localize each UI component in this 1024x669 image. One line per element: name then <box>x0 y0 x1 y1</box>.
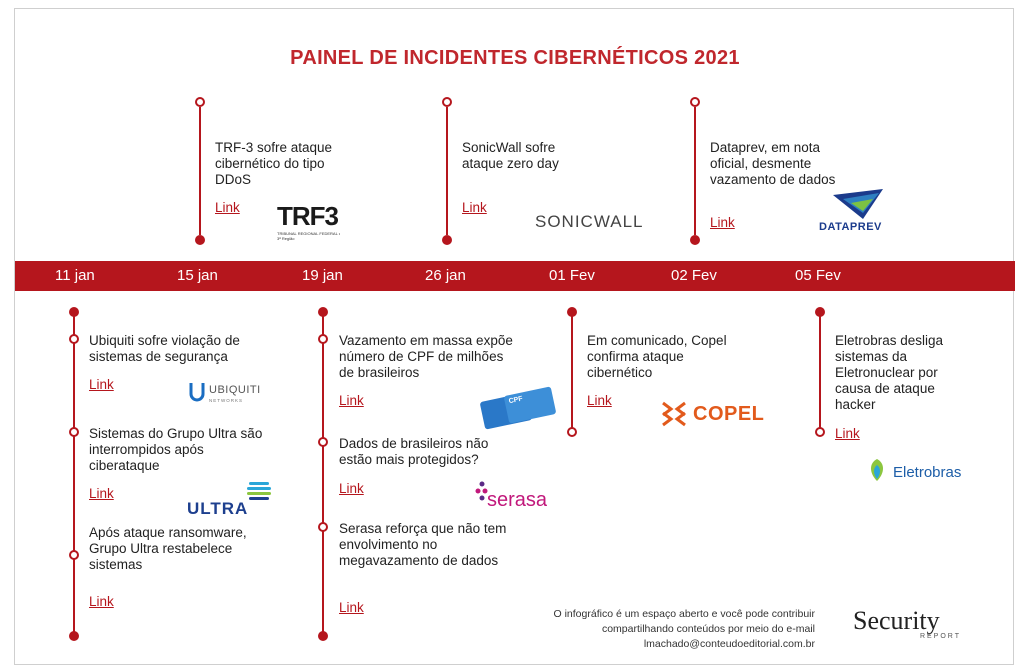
event-connector-line <box>694 107 696 235</box>
event-link[interactable]: Link <box>215 200 240 215</box>
footer-line: compartilhando conteúdos por meio do e-mail <box>601 623 815 635</box>
event-text: Em comunicado, Copel confirma ataque cibernético <box>587 333 727 380</box>
event-end-dot <box>442 235 452 245</box>
event-connector-line <box>571 315 573 435</box>
event-dot <box>318 522 328 532</box>
event-connector-line <box>819 315 821 429</box>
ultra-globe-icon <box>247 479 273 505</box>
event-text: TRF-3 sofre ataque cibernético do tipo DDoS <box>215 140 333 187</box>
event-link[interactable]: Link <box>339 600 364 615</box>
event-end-dot <box>690 235 700 245</box>
event-top-start-dot <box>442 97 452 107</box>
event-text: Serasa reforça que não tem envolvimento no megavazamento de dados <box>339 521 507 568</box>
event-link[interactable]: Link <box>339 481 364 496</box>
security-report-logo: Security REPORT <box>853 606 961 640</box>
serasa-logo: serasa <box>475 481 565 515</box>
dataprev-mark-icon <box>833 189 883 221</box>
event-dot <box>69 334 79 344</box>
event-text: Dados de brasileiros não estão mais protegidos? <box>339 436 489 467</box>
dataprev-logo: DATAPREV <box>815 189 905 235</box>
event-text: SonicWall sofre ataque zero day <box>462 140 559 171</box>
ultra-logo: ULTRA <box>187 479 277 519</box>
event-dot <box>318 334 328 344</box>
eletrobras-leaf-icon <box>865 457 889 483</box>
event-end-dot <box>195 235 205 245</box>
timeline-date: 02 Fev <box>671 267 717 284</box>
event-top-start-dot <box>690 97 700 107</box>
event-text: Dataprev, em nota oficial, desmente vazamento de dados <box>710 140 836 187</box>
event-link[interactable]: Link <box>89 377 114 392</box>
timeline-date: 05 Fev <box>795 267 841 284</box>
timeline-date: 19 jan <box>302 267 343 284</box>
event-dot <box>69 550 79 560</box>
event-dot <box>69 427 79 437</box>
ubiquiti-mark-icon <box>189 381 205 403</box>
event-text: Ubiquiti sofre violação de sistemas de segurança <box>89 333 240 364</box>
event-link[interactable]: Link <box>89 594 114 609</box>
event-connector-line <box>73 315 75 635</box>
event-text: Sistemas do Grupo Ultra são interrompidos após ciberataque <box>89 426 263 473</box>
footer-email[interactable]: lmachado@conteudoeditorial.com.br <box>643 638 815 650</box>
event-dot <box>318 437 328 447</box>
timeline-date: 01 Fev <box>549 267 595 284</box>
footer-note <box>485 607 815 652</box>
timeline-date: 15 jan <box>177 267 218 284</box>
timeline-band <box>15 261 1015 291</box>
timeline-date: 11 jan <box>55 267 95 284</box>
event-connector-line <box>446 107 448 235</box>
eletrobras-logo: Eletrobras <box>865 457 975 487</box>
event-connector-line <box>199 107 201 235</box>
sonicwall-logo: SONICWALL <box>535 212 644 231</box>
event-link[interactable]: Link <box>835 426 860 441</box>
page-title: PAINEL DE INCIDENTES CIBERNÉTICOS 2021 <box>290 47 740 69</box>
infographic-frame <box>14 8 1014 665</box>
event-text: Após ataque ransomware, Grupo Ultra restabelece sistemas <box>89 525 247 572</box>
event-end-dot <box>69 631 79 641</box>
cpf-cards-image <box>480 387 560 427</box>
timeline-date: 26 jan <box>425 267 466 284</box>
event-link[interactable]: Link <box>587 393 612 408</box>
copel-logo: COPEL <box>661 401 771 429</box>
event-text: Vazamento em massa expõe número de CPF de milhões de brasileiros <box>339 333 513 380</box>
event-connector-line <box>322 315 324 635</box>
trf3-logo: TRF3 TRIBUNAL REGIONAL FEDERAL • 3ª Região <box>277 201 341 241</box>
event-dot <box>567 427 577 437</box>
event-end-dot <box>318 631 328 641</box>
footer-line: O infográfico é um espaço aberto e você pode contribuir <box>553 608 815 620</box>
event-text: Eletrobras desliga sistemas da Eletronuclear por causa de ataque hacker <box>835 333 944 412</box>
event-link[interactable]: Link <box>710 215 735 230</box>
event-link[interactable]: Link <box>89 486 114 501</box>
copel-mark-icon <box>661 401 687 427</box>
ubiquiti-logo: UBIQUITI NETWORKS <box>189 381 279 407</box>
cpf-card: CPF <box>504 386 557 423</box>
event-dot <box>815 427 825 437</box>
event-top-start-dot <box>195 97 205 107</box>
event-link[interactable]: Link <box>462 200 487 215</box>
event-link[interactable]: Link <box>339 393 364 408</box>
